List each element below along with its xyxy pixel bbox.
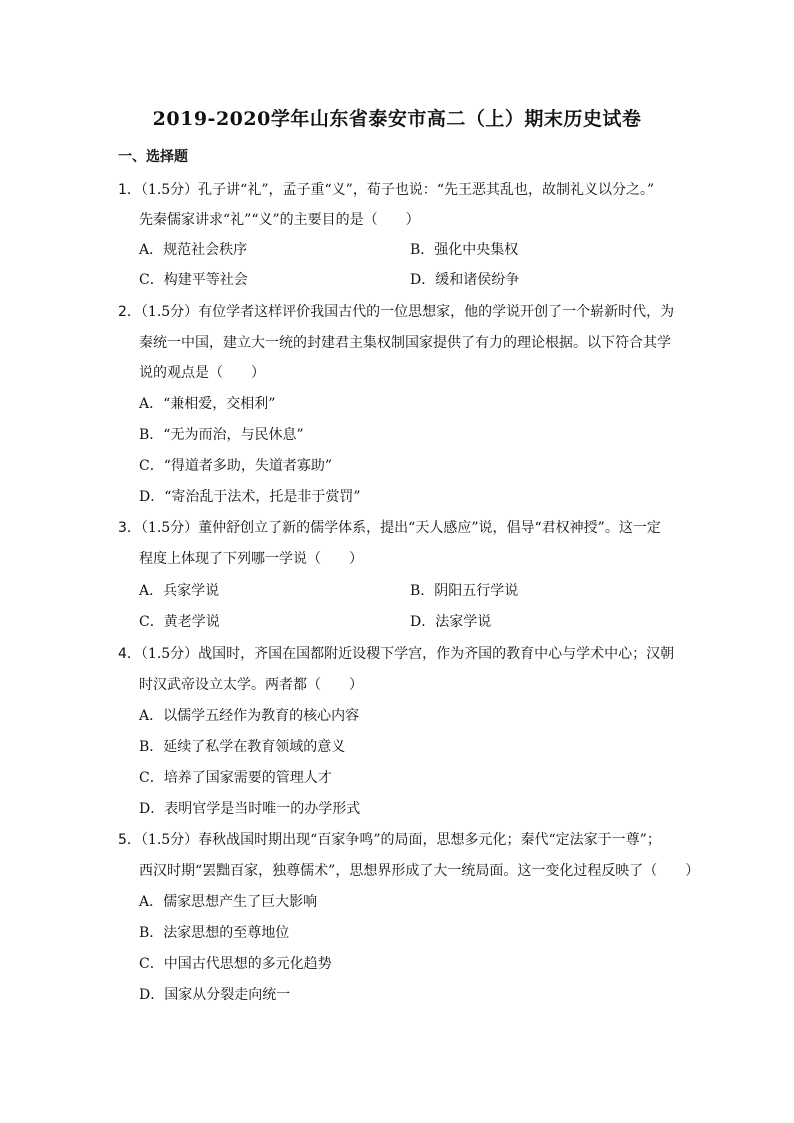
option-5c[interactable]: C．中国古代思想的多元化趋势 bbox=[139, 956, 332, 972]
page-title: 2019-2020学年山东省泰安市高二（上）期末历史试卷 bbox=[152, 108, 642, 130]
question-text: （1.5分）有位学者这样评价我国古代的一位思想家，他的学说开创了一个崭新时代，为 bbox=[140, 304, 675, 320]
option-2c[interactable]: C．“得道者多助，失道者寡助” bbox=[139, 458, 333, 474]
option-3c[interactable]: C．黄老学说 bbox=[139, 614, 220, 630]
question-number: 5． bbox=[118, 832, 141, 848]
question-text: （1.5分）董仲舒创立了新的儒学体系，提出“天人感应”说，倡导“君权神授”。这一定 bbox=[140, 520, 661, 536]
question-number: 3． bbox=[118, 520, 141, 536]
question-4-line-1 bbox=[118, 644, 674, 664]
question-number: 4． bbox=[118, 646, 141, 662]
option-2d[interactable]: D．“寄治乱于法术，托是非于赏罚” bbox=[139, 489, 361, 505]
question-2-line-2: 秦统一中国，建立大一统的封建君主集权制国家提供了有力的理论根据。以下符合其学 bbox=[139, 335, 671, 351]
option-3b[interactable]: B．阴阳五行学说 bbox=[410, 583, 519, 599]
option-3a[interactable]: A．兵家学说 bbox=[139, 583, 220, 599]
question-3-line-2: 程度上体现了下列哪一学说（ ） bbox=[139, 551, 363, 567]
section-heading: 一、选择题 bbox=[118, 149, 188, 165]
option-2a[interactable]: A．“兼相爱，交相利” bbox=[139, 396, 276, 412]
question-2-line-3: 说的观点是（ ） bbox=[139, 365, 265, 381]
question-3-line-1 bbox=[118, 518, 661, 538]
option-2b[interactable]: B．“无为而治，与民休息” bbox=[139, 427, 304, 443]
question-5-line-2: 西汉时期“罢黜百家，独尊儒术”，思想界形成了大一统局面。这一变化过程反映了（ ） bbox=[139, 863, 700, 879]
question-text: （1.5分）战国时，齐国在国都附近设稷下学宫，作为齐国的教育中心与学术中心；汉朝 bbox=[140, 646, 675, 662]
question-number: 1． bbox=[118, 182, 141, 198]
option-5b[interactable]: B．法家思想的至尊地位 bbox=[139, 925, 290, 941]
question-4-line-2: 时汉武帝设立太学。两者都（ ） bbox=[139, 677, 363, 693]
option-1a[interactable]: A．规范社会秩序 bbox=[139, 242, 248, 258]
option-3d[interactable]: D．法家学说 bbox=[410, 614, 492, 630]
option-4c[interactable]: C．培养了国家需要的管理人才 bbox=[139, 770, 332, 786]
option-1b[interactable]: B．强化中央集权 bbox=[410, 242, 519, 258]
option-4a[interactable]: A．以儒学五经作为教育的核心内容 bbox=[139, 708, 360, 724]
option-5d[interactable]: D．国家从分裂走向统一 bbox=[139, 987, 291, 1003]
question-5-line-1 bbox=[118, 830, 661, 850]
question-1-line-1 bbox=[118, 180, 654, 200]
question-2-line-1 bbox=[118, 302, 674, 322]
option-1c[interactable]: C．构建平等社会 bbox=[139, 272, 248, 288]
option-4b[interactable]: B．延续了私学在教育领域的意义 bbox=[139, 739, 346, 755]
option-5a[interactable]: A．儒家思想产生了巨大影响 bbox=[139, 894, 318, 910]
question-1-line-2: 先秦儒家讲求“礼”“义”的主要目的是（ ） bbox=[139, 212, 420, 228]
question-text: （1.5分）孔子讲“礼”，孟子重“义”，荀子也说：“先王恶其乱也，故制礼义以分之。” bbox=[140, 182, 655, 198]
question-text: （1.5分）春秋战国时期出现“百家争鸣”的局面，思想多元化；秦代“定法家于一尊”； bbox=[140, 832, 661, 848]
option-4d[interactable]: D．表明官学是当时唯一的办学形式 bbox=[139, 801, 361, 817]
option-1d[interactable]: D．缓和诸侯纷争 bbox=[410, 272, 520, 288]
question-number: 2． bbox=[118, 304, 141, 320]
